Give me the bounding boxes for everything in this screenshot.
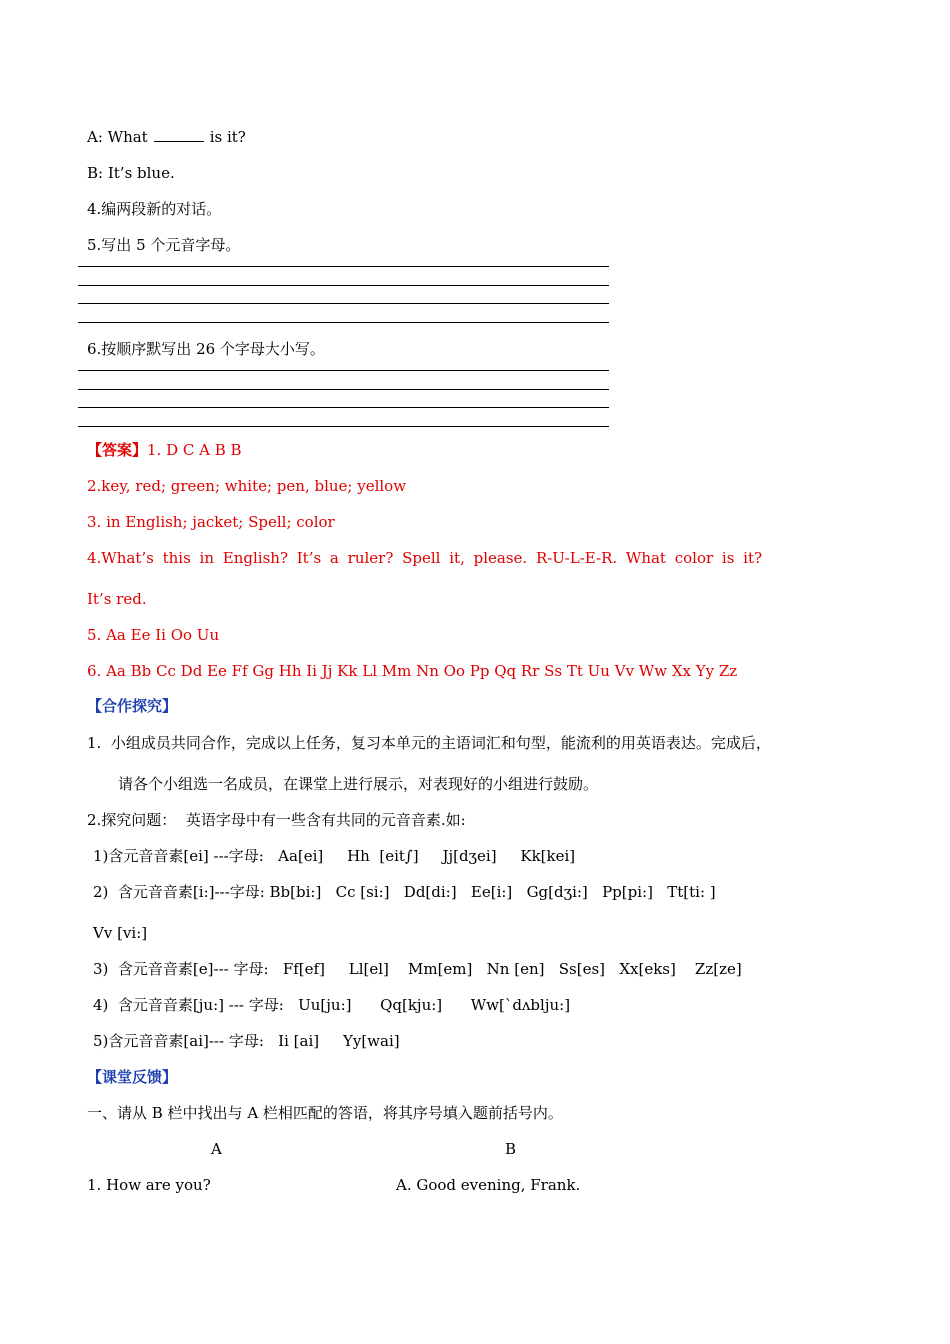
writing-line <box>78 370 609 371</box>
cooperate-item-1-cont: 请各个小组选一名成员，在课堂上进行展示，对表现好的小组进行鼓励。 <box>118 775 599 793</box>
fill-blank <box>154 127 204 142</box>
answer-6: 6. Aa Bb Cc Dd Ee Ff Gg Hh Ii Jj Kk Ll Mm Nn Oo Pp Qq Rr Ss Tt Uu Vv Ww Xx Yy Zz <box>87 662 738 680</box>
writing-line <box>78 285 609 286</box>
sound-group-5: 5)含元音音素[ai]--- 字母: Ii [ai] Yy[wai] <box>93 1032 400 1050</box>
dialog-a-tail: is it? <box>209 128 246 146</box>
sound-group-3: 3) 含元音音素[e]--- 字母: Ff[ef] Ll[el] Mm[em] Nn [en] Ss[es] Xx[eks] Zz[ze] <box>93 960 742 978</box>
sound-group-2: 2) 含元音音素[i:]---字母: Bb[bi:] Cc [si:] Dd[di:] Ee[i:] Gg[dʒi:] Pp[pi:] Tt[ti: ] <box>93 883 716 901</box>
dialog-a-text: A: What <box>87 128 148 146</box>
section-heading-cooperate: 【合作探究】 <box>87 697 178 715</box>
answer-tag: 【答案】 <box>87 441 148 459</box>
dialog-line-a <box>87 127 246 147</box>
writing-line <box>78 322 609 323</box>
column-a-header: A <box>211 1140 222 1158</box>
section-heading-feedback: 【课堂反馈】 <box>87 1068 178 1086</box>
match-b-a: A. Good evening, Frank. <box>396 1176 581 1194</box>
question-4: 4.编两段新的对话。 <box>87 200 222 218</box>
writing-line <box>78 407 609 408</box>
cooperate-item-2: 2.探究问题： 英语字母中有一些含有共同的元音音素.如: <box>87 811 466 829</box>
answer-1-text: 1. D C A B B <box>147 441 242 459</box>
question-5: 5.写出 5 个元音字母。 <box>87 236 241 254</box>
cooperate-item-1: 1. 小组成员共同合作，完成以上任务，复习本单元的主语词汇和句型，能流利的用英语表达。完成后， <box>87 734 771 752</box>
writing-line <box>78 426 609 427</box>
answer-1 <box>87 440 242 460</box>
sound-group-2-cont: Vv [vi:] <box>93 924 148 942</box>
answer-4-line2: It’s red. <box>87 590 147 608</box>
answer-2: 2.key, red; green; white; pen, blue; yellow <box>87 477 407 495</box>
match-a-1: 1. How are you? <box>87 1176 211 1194</box>
answer-5: 5. Aa Ee Ii Oo Uu <box>87 626 220 644</box>
answer-4-line1: 4.What’s this in English? It’s a ruler? Spell it, please. R-U-L-E-R. What color is it? <box>87 549 763 567</box>
writing-line <box>78 303 609 304</box>
feedback-instruction: 一、请从 B 栏中找出与 A 栏相匹配的答语，将其序号填入题前括号内。 <box>87 1104 563 1122</box>
sound-group-4: 4) 含元音音素[ju:] --- 字母: Uu[ju:] Qq[kju:] Ww[`dʌblju:] <box>93 996 571 1014</box>
dialog-line-b: B: It’s blue. <box>87 164 175 182</box>
writing-line <box>78 266 609 267</box>
question-6: 6.按顺序默写出 26 个字母大小写。 <box>87 340 325 358</box>
column-b-header: B <box>505 1140 517 1158</box>
writing-line <box>78 389 609 390</box>
answer-3: 3. in English; jacket; Spell; color <box>87 513 335 531</box>
sound-group-1: 1)含元音音素[ei] ---字母: Aa[ei] Hh [eit∫] Jj[dʒei] Kk[kei] <box>93 847 576 865</box>
